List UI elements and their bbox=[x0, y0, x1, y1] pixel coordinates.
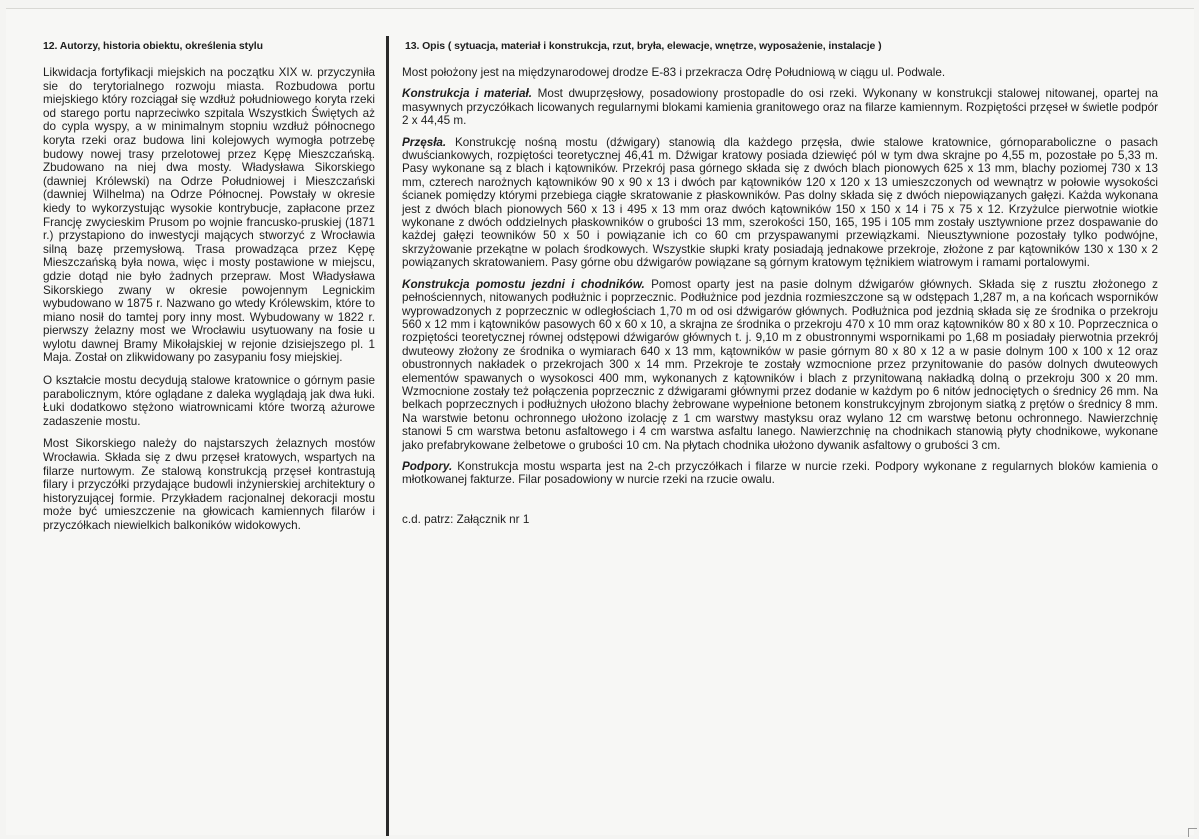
supports-lead: Podpory. bbox=[402, 459, 453, 473]
construction-material-paragraph bbox=[402, 87, 1158, 127]
deck-text: Pomost oparty jest na pasie dolnym dźwigarów głównych. Składa się z rusztu złożonego z pełnościennych, nitowanych podłużnic i poprzecznic. Podłużnice pod jezdnia rozmieszczone są w odstępach 1,287 m, a na końcach wsporników wyprowadzonych z poprzecznic w odległościach 1,70 m od osi dźwigarów głównych. Podłużnica pod jezdnią składa się ze środnika o przekroju 560 x 12 mm i kątowników pasowych 60 x 60 x 10, a skrajna ze środnika o przekroju 470 x 10 mm oraz kątowników 80 x 80 x 10. Poprzecznica o rozpiętości teoretycznej równej odstępowi dźwigarów głównych t. j. 9,10 m z obustronnymi wspornikami po 1,68 m posiadały pierwotnia przekrój dwuteowy złożony ze środnika o wymiarach 640 x 13 mm, kątowników w pasie górnym 80 x 80 x 12 a w pasie dolnym 100 x 100 x 12 oraz obustronnych nakładek o przekrojach 300 x 14 mm. Przekroje te zostały wzmocnione przez przynitowanie do pasów dolnych dwuteowych elementów spawanych o wysokosci 400 mm, wykonanych z kątowników i blach z przynitowaną nakładką dolną o przekroju 300 x 20 mm. Wzmocnione zostały też połączenia poprzecznic z dźwigarami głównymi przez dodanie w każdym po 6 nitów jednociętych o średnicy 26 mm. Na belkach poprzecznych i podłużnych ułożono blachy żebrowane wypełnione betonem konstrukcyjnym zbrojonym siatką z prętów o średnicy 8 mm. Na warstwie betonu ochronnego ułożono izolację z 1 cm warstwy mastyksu oraz wylano 12 cm warstwę betonu ochronnego. Nawierzchnię stanowi 5 cm warstwa betonu asfaltowego i 4 cm warstwa asfaltu lanego. Nawierzchnię na chodnikach stanowią płyty chodnikowe, wykonane jako prefabrykowane żelbetowe o grubości 10 cm. Na płytach chodnika ułożono dywanik asfaltowy o grubości 3 cm. bbox=[402, 277, 1158, 452]
supports-text: Konstrukcja mostu wsparta jest na 2-ch przyczółkach i filarze w nurcie rzeki. Podpory wykonane z regularnych bloków kamienia o młotkowanej fakturze. Filar posadowiony w nurcie rzeki na rzucie owalu. bbox=[402, 459, 1158, 487]
location-paragraph: Most położony jest na międzynarodowej drodze E-83 i przekracza Odrę Południową w ciągu ul. Podwale. bbox=[402, 66, 946, 79]
page-corner-mark bbox=[1188, 828, 1197, 837]
section-13-heading: 13. Opis ( sytuacja, materiał i konstrukcja, rzut, bryła, elewacje, wnętrze, wyposażenie, instalacje ) bbox=[405, 40, 882, 52]
attachment-reference: c.d. patrz: Załącznik nr 1 bbox=[402, 512, 530, 526]
spans-lead: Przęsła. bbox=[402, 135, 447, 149]
supports-paragraph bbox=[402, 460, 1158, 487]
description-column bbox=[402, 40, 1158, 526]
history-column bbox=[43, 40, 375, 542]
deck-paragraph bbox=[402, 278, 1158, 452]
construction-material-text: Most dwuprzęsłowy, posadowiony prostopadle do osi rzeki. Wykonany w konstrukcji stalowej nitowanej, opartej na masywnych przyczółkach licowanych regularnymi blokami kamienia granitowego oraz na filarze kamiennym. Rozpiętości przęseł w świetle podpór 2 x 44,45 m. bbox=[402, 87, 1158, 128]
section-12-heading: 12. Autorzy, historia obiektu, określenia stylu bbox=[43, 40, 263, 52]
deck-lead: Konstrukcja pomostu jezdni i chodników. bbox=[402, 277, 645, 291]
history-paragraph-1: Likwidacja fortyfikacji miejskich na początku XIX w. przyczyniła sie do terytorialnego rozwoju miasta. Rozbudowa portu miejskiego który rozciągał się wzdłuż południowego koryta rzeki od starego portu naprzeciwko szpitala Wszystkich Świętych aż do cypla wyspy, a w minimalnym stopniu wzdłuż północnego koryta rzeki oraz budowa lini kolejowych wymogła potrzebę budowy nowej trasy przelotowej przez Kępę Mieszczańską. Zbudowano na niej dwa mosty. Władysława Sikorskiego (dawniej Królewski) na Odrze Południowej i Mieszczański (dawniej Wilhelma) na Odrze Północnej. Powstały w okresie kiedy to wykorzystując wysokie kontrybucje, zapłacone przez Francję zwycieskim Prusom po wojnie francusko-pruskiej (1871 r.) przystapiono do inwestycji mających stworzyć z Wrocławia silną bazę przemysłową. Trasa prowadząca przez Kępę Mieszczańską była nowa, więc i mosty postawione w miejscu, gdzie dotąd nie było żadnych przepraw. Most Władysława Sikorskiego zwany w okresie powojennym Legnickim wybudowano w 1875 r. Nazwano go wtedy Królewskim, które to miano nosił do tamtej pory inny most. Wybudowany w 1822 r. pierwszy żelazny most we Wrocławiu usytuowany na fosie u wylotu dawnej Bramy Mikołajskiej w rejonie dzisiejszego pl. 1 Maja. Został on zlikwidowany po zasypaniu fosy miejskiej. bbox=[43, 66, 375, 365]
column-divider bbox=[386, 36, 389, 836]
construction-material-lead: Konstrukcja i materiał. bbox=[402, 87, 533, 101]
history-paragraph-3: Most Sikorskiego należy do najstarszych żelaznych mostów Wrocławia. Składa się z dwu przęseł kratowych, wspartych na filarze nurtowym. Ze stalową konstrukcją przęseł kontrastują filary i przyczółki przydające budowli inżynierskiej architektury o historyzującej formie. Przykładem racjonalnej dekoracji mostu może być umieszczenie na głowicach kamiennych filarów i przyczółkach niewielkich balkoników widokowych. bbox=[43, 437, 375, 532]
history-paragraph-2: O kształcie mostu decydują stalowe kratownice o górnym pasie parabolicznym, które oglądane z daleka wyglądają jak dwa łuki. Łuki dodatkowo stężono wiatrownicami które tworzą ażurowe zadaszenie mostu. bbox=[43, 374, 375, 428]
spans-text: Konstrukcję nośną mostu (dźwigary) stanowią dla każdego przęsła, dwie stalowe kratownice, górnoparaboliczne o pasach dwuściankowych, rozpiętości teoretycznej 46,41 m. Dźwigar kratowy posiada dziewięć pól w tym dwa skrajne po 4,55 m, pozostałe po 5,33 m. Pasy wykonane są z blach i kątowników. Przekrój pasa górnego składa się z dwóch blach pionowych 625 x 13 mm, blachy poziomej 730 x 13 mm, czterech narożnych kątowników 90 x 90 x 13 i dwóch par kątowników 120 x 120 x 13 umieszczonych od wewnątrz w połowie wysokości ścianek pomiędzy którymi przebiega ciągłe skratowanie z płaskowników. Pas dolny składa się z dwóch niepowiązanych gałęzi. Każda wykonana jest z dwóch blach pionowych 560 x 13 i 495 x 13 mm oraz dwóch kątowników 150 x 150 x 14 i 75 x 75 x 12. Krzyżulce pierwotnie wiotkie wykonane z dwóch oddzielnych płaskowników o grubości 13 mm, szerokości 150, 165, 195 i 105 mm zostały usztywnione przez dospawanie do każdej gałęzi teowników 50 x 50 i powiązanie ich co 60 cm przyspawanymi przewiązkami. Nieusztywnione pozostały tylko podwójne, skrzyżowanie przekątne w polach środkowych. Wszystkie słupki kraty posiadają jednakowe przekroje, złożone z par kątowników 130 x 130 x 2 powiązanych skratowaniem. Pasy górne obu dźwigarów powiązane są górnym kratowym tężnikiem wiatrowym i ramami portalowymi. bbox=[402, 135, 1158, 270]
spans-paragraph bbox=[402, 136, 1158, 270]
